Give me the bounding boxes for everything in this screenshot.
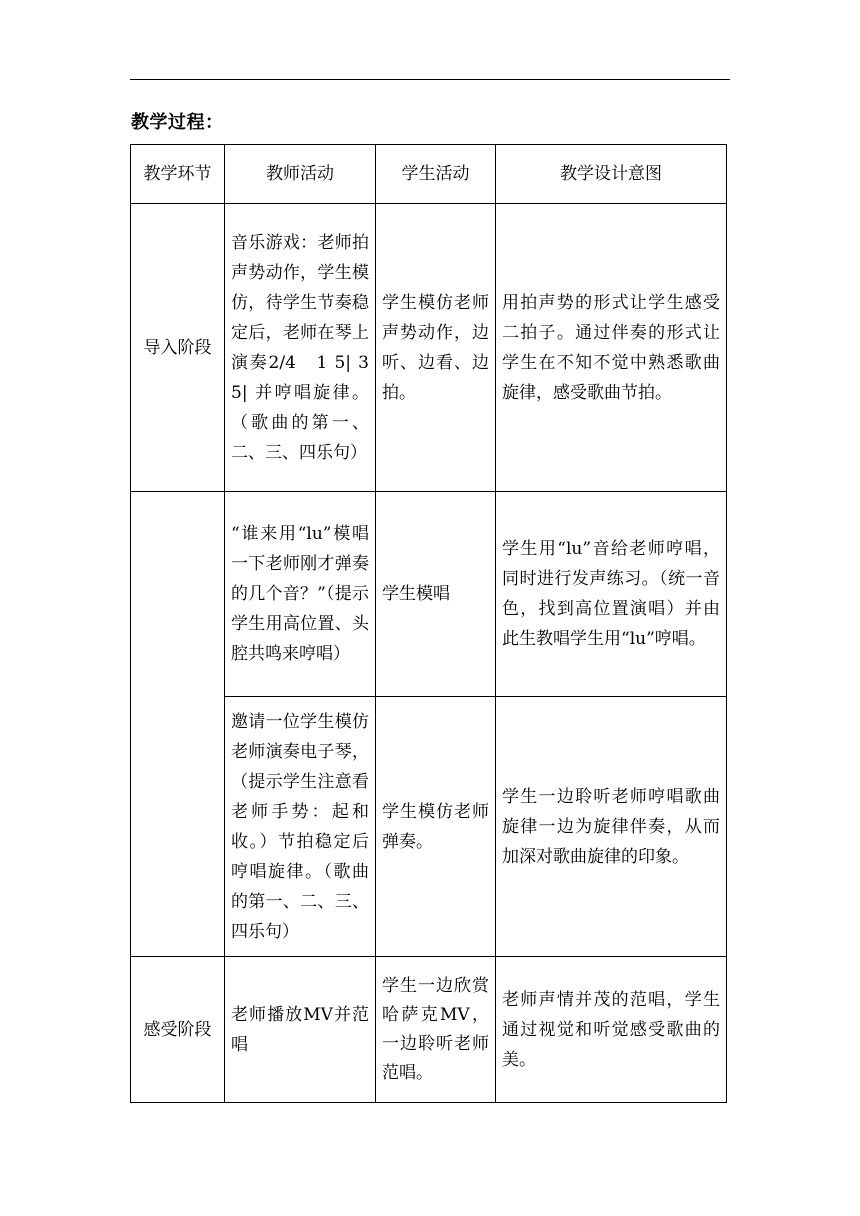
design-intent-cell: 老师声情并茂的范唱，学生通过视觉和听觉感受歌曲的美。 xyxy=(496,957,727,1103)
teacher-activity-cell: 邀请一位学生模仿老师演奏电子琴，（提示学生注意看老师手势：起和收。）节拍稳定后哼唱旋律。（歌曲的第一、二、三、四乐句） xyxy=(225,697,376,957)
table-header-row xyxy=(131,145,727,204)
table-row xyxy=(131,957,727,1103)
teacher-activity-cell: “谁来用“lu”模唱一下老师刚才弹奏的几个音？”（提示学生用高位置、头腔共鸣来哼唱） xyxy=(225,492,376,697)
student-activity-cell: 学生一边欣赏哈萨克MV，一边聆听老师范唱。 xyxy=(376,957,496,1103)
header-student-activity: 学生活动 xyxy=(376,145,496,204)
student-activity-cell: 学生模仿老师声势动作，边听、边看、边拍。 xyxy=(376,204,496,492)
design-intent-cell: 学生一边聆听老师哼唱歌曲旋律一边为旋律伴奏，从而加深对歌曲旋律的印象。 xyxy=(496,697,727,957)
teaching-process-table xyxy=(130,144,727,1103)
teacher-activity-cell: 音乐游戏：老师拍声势动作，学生模仿，待学生节奏稳定后，老师在琴上演奏2/4 1 5| 3 5| 并哼唱旋律。（歌曲的第一、二、三、四乐句） xyxy=(225,204,376,492)
header-stage: 教学环节 xyxy=(131,145,225,204)
header-teacher-activity: 教师活动 xyxy=(225,145,376,204)
design-intent-cell: 学生用“lu”音给老师哼唱，同时进行发声练习。（统一音色，找到高位置演唱）并由此生教唱学生用“lu”哼唱。 xyxy=(496,492,727,697)
stage-cell xyxy=(131,492,225,957)
header-design-intent: 教学设计意图 xyxy=(496,145,727,204)
header-rule xyxy=(130,79,730,80)
table-row xyxy=(131,492,727,697)
student-activity-cell: 学生模唱 xyxy=(376,492,496,697)
design-intent-cell: 用拍声势的形式让学生感受二拍子。通过伴奏的形式让学生在不知不觉中熟悉歌曲旋律，感受歌曲节拍。 xyxy=(496,204,727,492)
table-row xyxy=(131,204,727,492)
section-title: 教学过程： xyxy=(131,112,224,133)
student-activity-cell: 学生模仿老师弹奏。 xyxy=(376,697,496,957)
stage-cell: 感受阶段 xyxy=(131,957,225,1103)
stage-cell: 导入阶段 xyxy=(131,204,225,492)
teacher-activity-cell: 老师播放MV并范唱 xyxy=(225,957,376,1103)
